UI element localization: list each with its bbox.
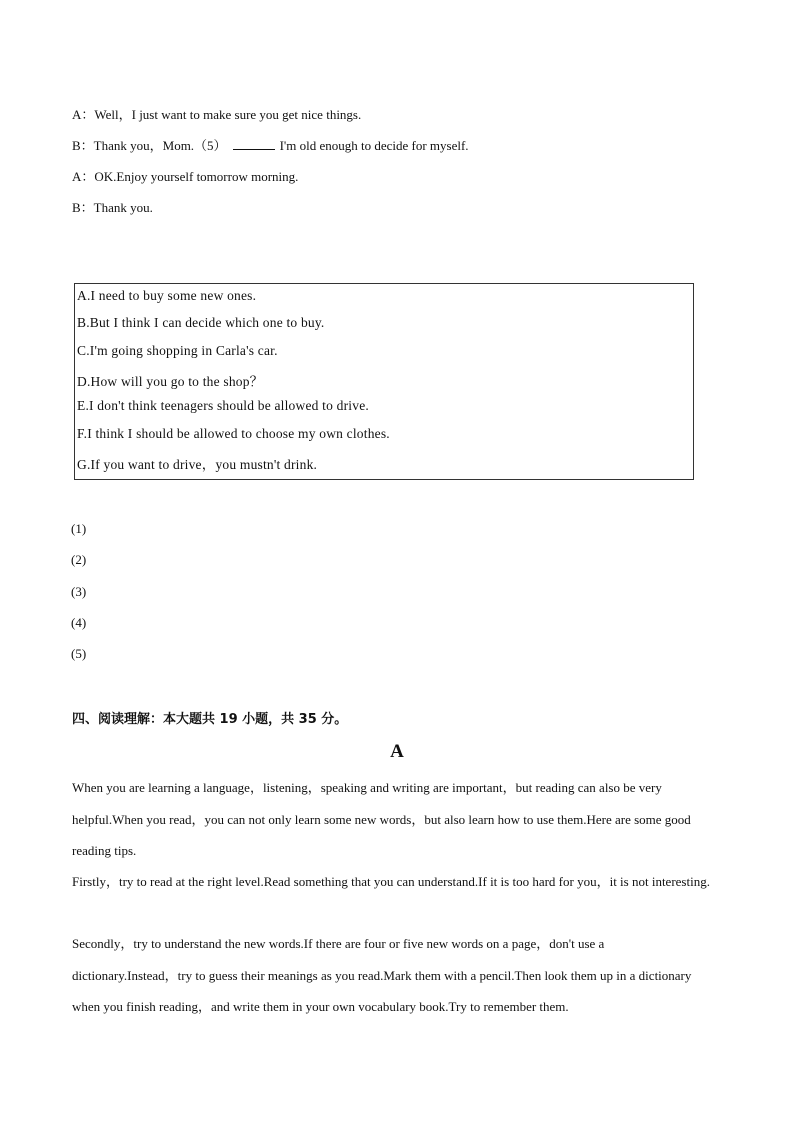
passage-paragraph-3: Secondly，try to understand the new words.If there are four or five new words on a page，don't use a dictionary.Instead，try to guess their meanings as you read.Mark them with a pencil.Then look them up in a dictionary when you finish reading，and write them in your own vocabulary book.Try to remember them. (72, 936, 692, 1014)
speaker-label: A： (72, 107, 95, 122)
speaker-label: B： (72, 200, 94, 215)
dialog-text: I'm old enough to decide for myself. (279, 138, 469, 153)
dialog-text: OK.Enjoy yourself tomorrow morning. (94, 169, 299, 184)
dialog-text: Thank you. (93, 200, 153, 215)
option-a: A.I need to buy some new ones. (77, 288, 257, 303)
section-title: 四、阅读理解：本大题共 19 小题，共 35 分。 (72, 712, 348, 727)
speaker-label: A： (72, 169, 95, 184)
passage-paragraph-2: Firstly，try to read at the right level.Read something that you can understand.If it is too hard for you，it is not interesting. (72, 874, 710, 889)
option-f: F.I think I should be allowed to choose my own clothes. (77, 426, 390, 441)
option-c: C.I'm going shopping in Carla's car. (77, 343, 278, 358)
answer-number: (5) (71, 646, 87, 661)
dialog-line (72, 166, 298, 185)
option-d: D.How will you go to the shop？ (77, 374, 264, 389)
answer-number: (3) (71, 584, 87, 599)
option-g: G.If you want to drive，you mustn't drink. (77, 457, 318, 472)
option-b: B.But I think I can decide which one to buy. (77, 315, 325, 330)
dialog-text: Well，I just want to make sure you get nice things. (94, 107, 362, 122)
options-box (74, 283, 694, 480)
dialog-text: Thank you，Mom.（5） (93, 138, 227, 153)
answer-blank (233, 137, 275, 150)
dialog-line (72, 135, 469, 154)
answer-number: (4) (71, 615, 87, 630)
passage-paragraph-1: When you are learning a language，listening，speaking and writing are important，but reading can also be very helpful.When you read，you can not only learn some new words，but also learn how to use them.Here are some good reading tips. (72, 780, 691, 858)
speaker-label: B： (72, 138, 94, 153)
dialog-line (72, 197, 153, 216)
option-e: E.I don't think teenagers should be allowed to drive. (77, 398, 369, 413)
dialog-line (72, 104, 361, 123)
answer-number: (1) (71, 521, 87, 536)
passage-letter: A (390, 741, 404, 762)
answer-number: (2) (71, 552, 87, 567)
